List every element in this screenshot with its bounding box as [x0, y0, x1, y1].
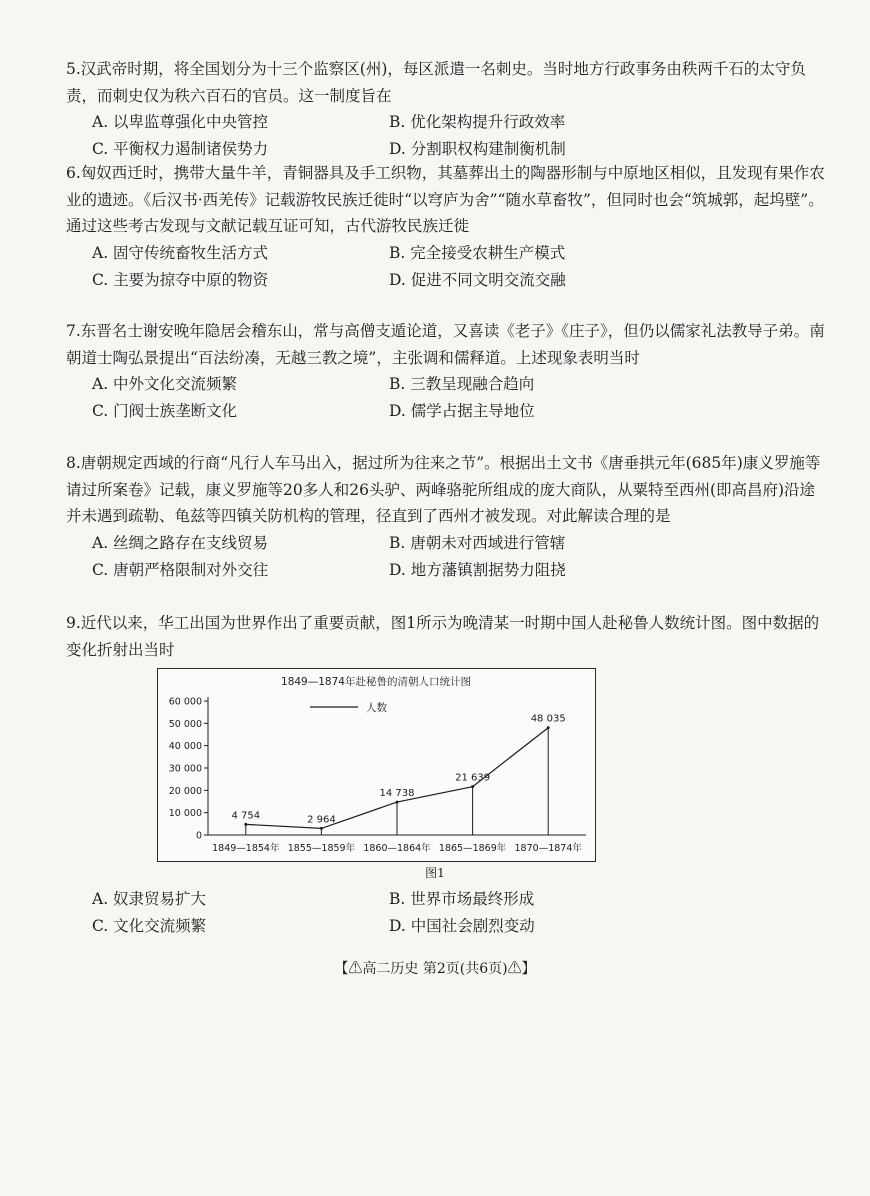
- y-tick-label: 30 000: [168, 763, 202, 775]
- option-a: A. 以卑监尊强化中央管控: [92, 113, 269, 131]
- option-d: D. 地方藩镇割据势力阻挠: [389, 560, 566, 579]
- chart-title: 1849—1874年赴秘鲁的清朝人口统计图: [281, 676, 471, 688]
- figure-caption: 图1: [425, 866, 445, 880]
- legend-label: 人数: [366, 702, 387, 714]
- question-stem: 7.东晋名士谢安晚年隐居会稽东山，常与高僧支遁论道，又喜读《老子》《庄子》，但仍以儒家礼法教导子弟。南朝道士陶弘景提出“百法纷凑，无越三教之境”，主张调和儒释道。上述现象表明当时: [66, 322, 825, 367]
- option-b: B. 唐朝未对西域进行管辖: [389, 533, 566, 552]
- option-c: C. 文化交流频繁: [92, 917, 207, 935]
- option-row: [66, 530, 826, 557]
- y-tick-label: 50 000: [168, 718, 202, 730]
- option-a: A. 奴隶贸易扩大: [92, 890, 207, 908]
- x-tick-label: 1865—1869年: [438, 843, 507, 854]
- option-row: [66, 240, 826, 267]
- option-row: [66, 398, 826, 425]
- option-b: B. 三教呈现融合趋向: [389, 375, 535, 393]
- line-chart: [158, 669, 595, 861]
- x-tick-label: 1849—1854年: [212, 843, 280, 854]
- question-9-options: [66, 886, 826, 940]
- option-row: [66, 371, 826, 398]
- question-stem: 5.汉武帝时期，将全国划分为十三个监察区(州)，每区派遣一名刺史。当时地方行政事务由秩两千石的太守负责，而刺史仅为秩六百石的官员。这一制度旨在: [66, 60, 806, 105]
- data-label: 48 035: [530, 713, 566, 725]
- question-stem: 9.近代以来，华工出国为世界作出了重要贡献，图1所示为晚清某一时期中国人赴秘鲁人数统计图。图中数据的变化折射出当时: [66, 614, 820, 659]
- question-stem: 8.唐朝规定西域的行商“凡行人车马出入，据过所为往来之节”。根据出土文书《唐垂拱元年(685年)康义罗施等请过所案卷》记载，康义罗施等20多人和26头驴、两峰骆驼所组成的庞大商队，从粟特至西州(即高昌府)沿途并未遇到疏勒、龟兹等四镇关防机构的管理，径直到了西州才被发现。对此解读合理的是: [66, 454, 821, 525]
- option-row: [66, 913, 826, 940]
- data-point: [547, 726, 550, 729]
- chart-marks: [231, 714, 565, 835]
- option-c: C. 主要为掠夺中原的物资: [92, 270, 269, 289]
- option-row: [66, 109, 826, 136]
- chart-axes: [169, 697, 586, 855]
- data-label: 14 738: [379, 788, 415, 800]
- question-5: [66, 56, 826, 163]
- option-d: D. 促进不同文明交流交融: [389, 270, 566, 289]
- y-tick-label: 40 000: [168, 741, 202, 753]
- question-7: [66, 318, 826, 425]
- y-tick-label: 10 000: [168, 808, 202, 820]
- data-point: [244, 823, 247, 826]
- y-tick-label: 0: [195, 830, 202, 842]
- question-stem: 6.匈奴西迁时，携带大量牛羊，青铜器具及手工织物，其墓葬出土的陶器形制与中原地区相似，且发现有果作农业的遗迹。《后汉书·西羌传》记载游牧民族迁徙时“以穹庐为舍”“随水草畜牧”，但同时也会“筑城郭，起坞壁”。通过这些考古发现与文献记载互证可知，古代游牧民族迁徙: [66, 164, 825, 235]
- option-a: A. 固守传统畜牧生活方式: [92, 243, 269, 262]
- page-footer: 【⚠高二历史 第2页(共6页)⚠】: [334, 961, 536, 977]
- option-b: B. 优化架构提升行政效率: [389, 113, 566, 131]
- option-row: [66, 557, 826, 584]
- x-tick-label: 1860—1864年: [363, 843, 431, 854]
- data-label: 21 639: [455, 772, 491, 784]
- option-b: B. 世界市场最终形成: [389, 890, 535, 908]
- question-8: [66, 450, 826, 584]
- data-label: 2 964: [307, 814, 336, 826]
- question-6: [66, 160, 826, 294]
- x-tick-label: 1855—1859年: [287, 843, 356, 854]
- option-row: [66, 267, 826, 294]
- option-b: B. 完全接受农耕生产模式: [389, 243, 566, 262]
- option-row: [66, 136, 826, 163]
- y-tick-label: 20 000: [168, 785, 202, 797]
- option-d: D. 中国社会剧烈变动: [389, 917, 535, 935]
- option-c: C. 唐朝严格限制对外交往: [92, 560, 269, 579]
- data-label: 4 754: [231, 810, 261, 822]
- y-tick-label: 60 000: [168, 696, 202, 708]
- x-tick-label: 1870—1874年: [514, 843, 582, 854]
- option-a: A. 丝绸之路存在支线贸易: [92, 533, 269, 552]
- data-point: [320, 827, 323, 830]
- option-c: C. 门阀士族垄断文化: [92, 402, 238, 420]
- data-point: [396, 801, 399, 804]
- option-row: [66, 886, 826, 913]
- question-9: [66, 610, 826, 663]
- option-d: D. 儒学占据主导地位: [389, 402, 535, 420]
- figure-1-chart: [157, 668, 596, 862]
- option-a: A. 中外文化交流频繁: [92, 375, 238, 393]
- data-point: [471, 785, 474, 788]
- option-c: C. 平衡权力遏制诸侯势力: [92, 140, 269, 158]
- option-d: D. 分割职权构建制衡机制: [389, 140, 566, 158]
